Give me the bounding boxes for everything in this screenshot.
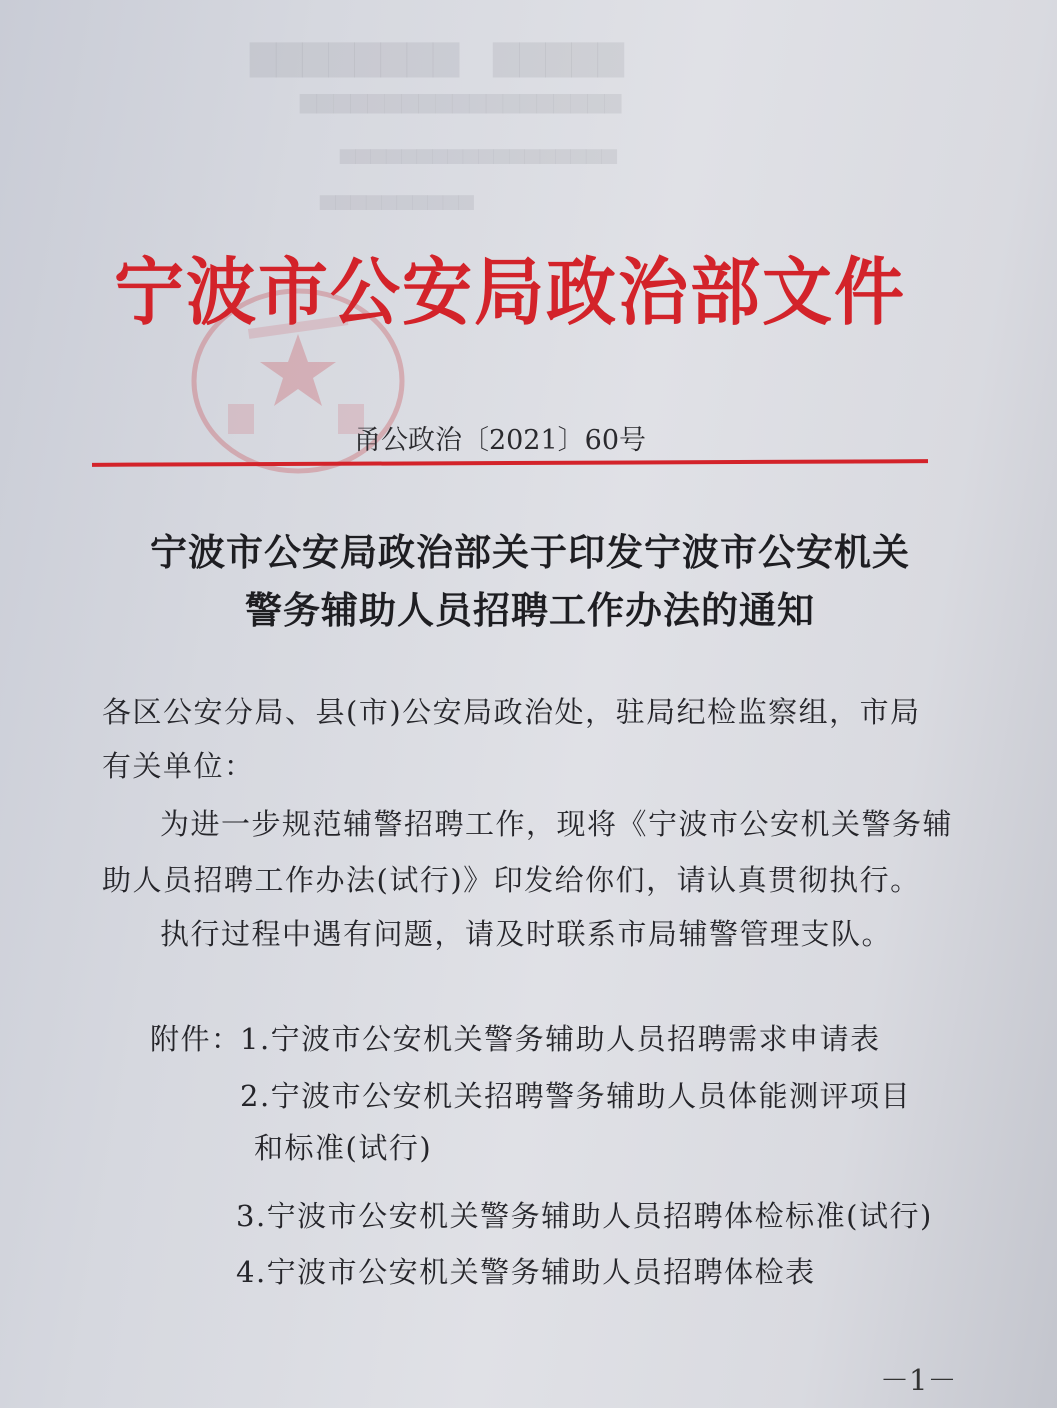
attachment-item: 3.宁波市公安机关警务辅助人员招聘体检标准(试行) (236, 1199, 933, 1233)
page-number: －1－ (880, 1363, 957, 1397)
attachment-item: 2.宁波市公安机关招聘警务辅助人员体能测评项目 (240, 1079, 912, 1113)
recipients-line-2: 有关单位： (102, 749, 255, 783)
paragraph-1-line-1: 为进一步规范辅警招聘工作，现将《宁波市公安机关警务辅 (160, 807, 954, 841)
bleed-through-text: ▅▅▅▅▅▅▅▅▅▅▅▅▅▅▅▅▅▅ (340, 140, 617, 164)
attachment-item: 1.宁波市公安机关警务辅助人员招聘需求申请表 (240, 1022, 881, 1056)
bleed-through-text: ▇▇▇▇▇▇▇▇ ▇▇▇▇▇ (250, 38, 624, 78)
paragraph-2-line-1: 执行过程中遇有问题，请及时联系市局辅警管理支队。 (160, 917, 893, 951)
bleed-through-text: ▅▅▅▅▅▅▅▅▅▅ (320, 186, 474, 210)
document-masthead: 宁波市公安局政治部文件 (114, 248, 906, 336)
bleed-through-text: ▆▆▆▆▆▆▆▆▆▆▆▆▆▆▆▆▆▆▆ (300, 88, 622, 114)
notice-title-line-1: 宁波市公安局政治部关于印发宁波市公安机关 (150, 530, 910, 574)
attachment-item-continuation: 和标准(试行) (254, 1131, 433, 1165)
attachment-item: 4.宁波市公安机关警务辅助人员招聘体检表 (236, 1255, 816, 1289)
recipients-line-1: 各区公安分局、县(市)公安局政治处，驻局纪检监察组，市局 (102, 695, 921, 729)
notice-title-line-2: 警务辅助人员招聘工作办法的通知 (245, 588, 815, 632)
attachments-label: 附件： (150, 1022, 242, 1056)
document-number: 甬公政治〔2021〕60号 (353, 425, 647, 456)
paragraph-1-line-2: 助人员招聘工作办法(试行)》印发给你们，请认真贯彻执行。 (102, 863, 921, 897)
